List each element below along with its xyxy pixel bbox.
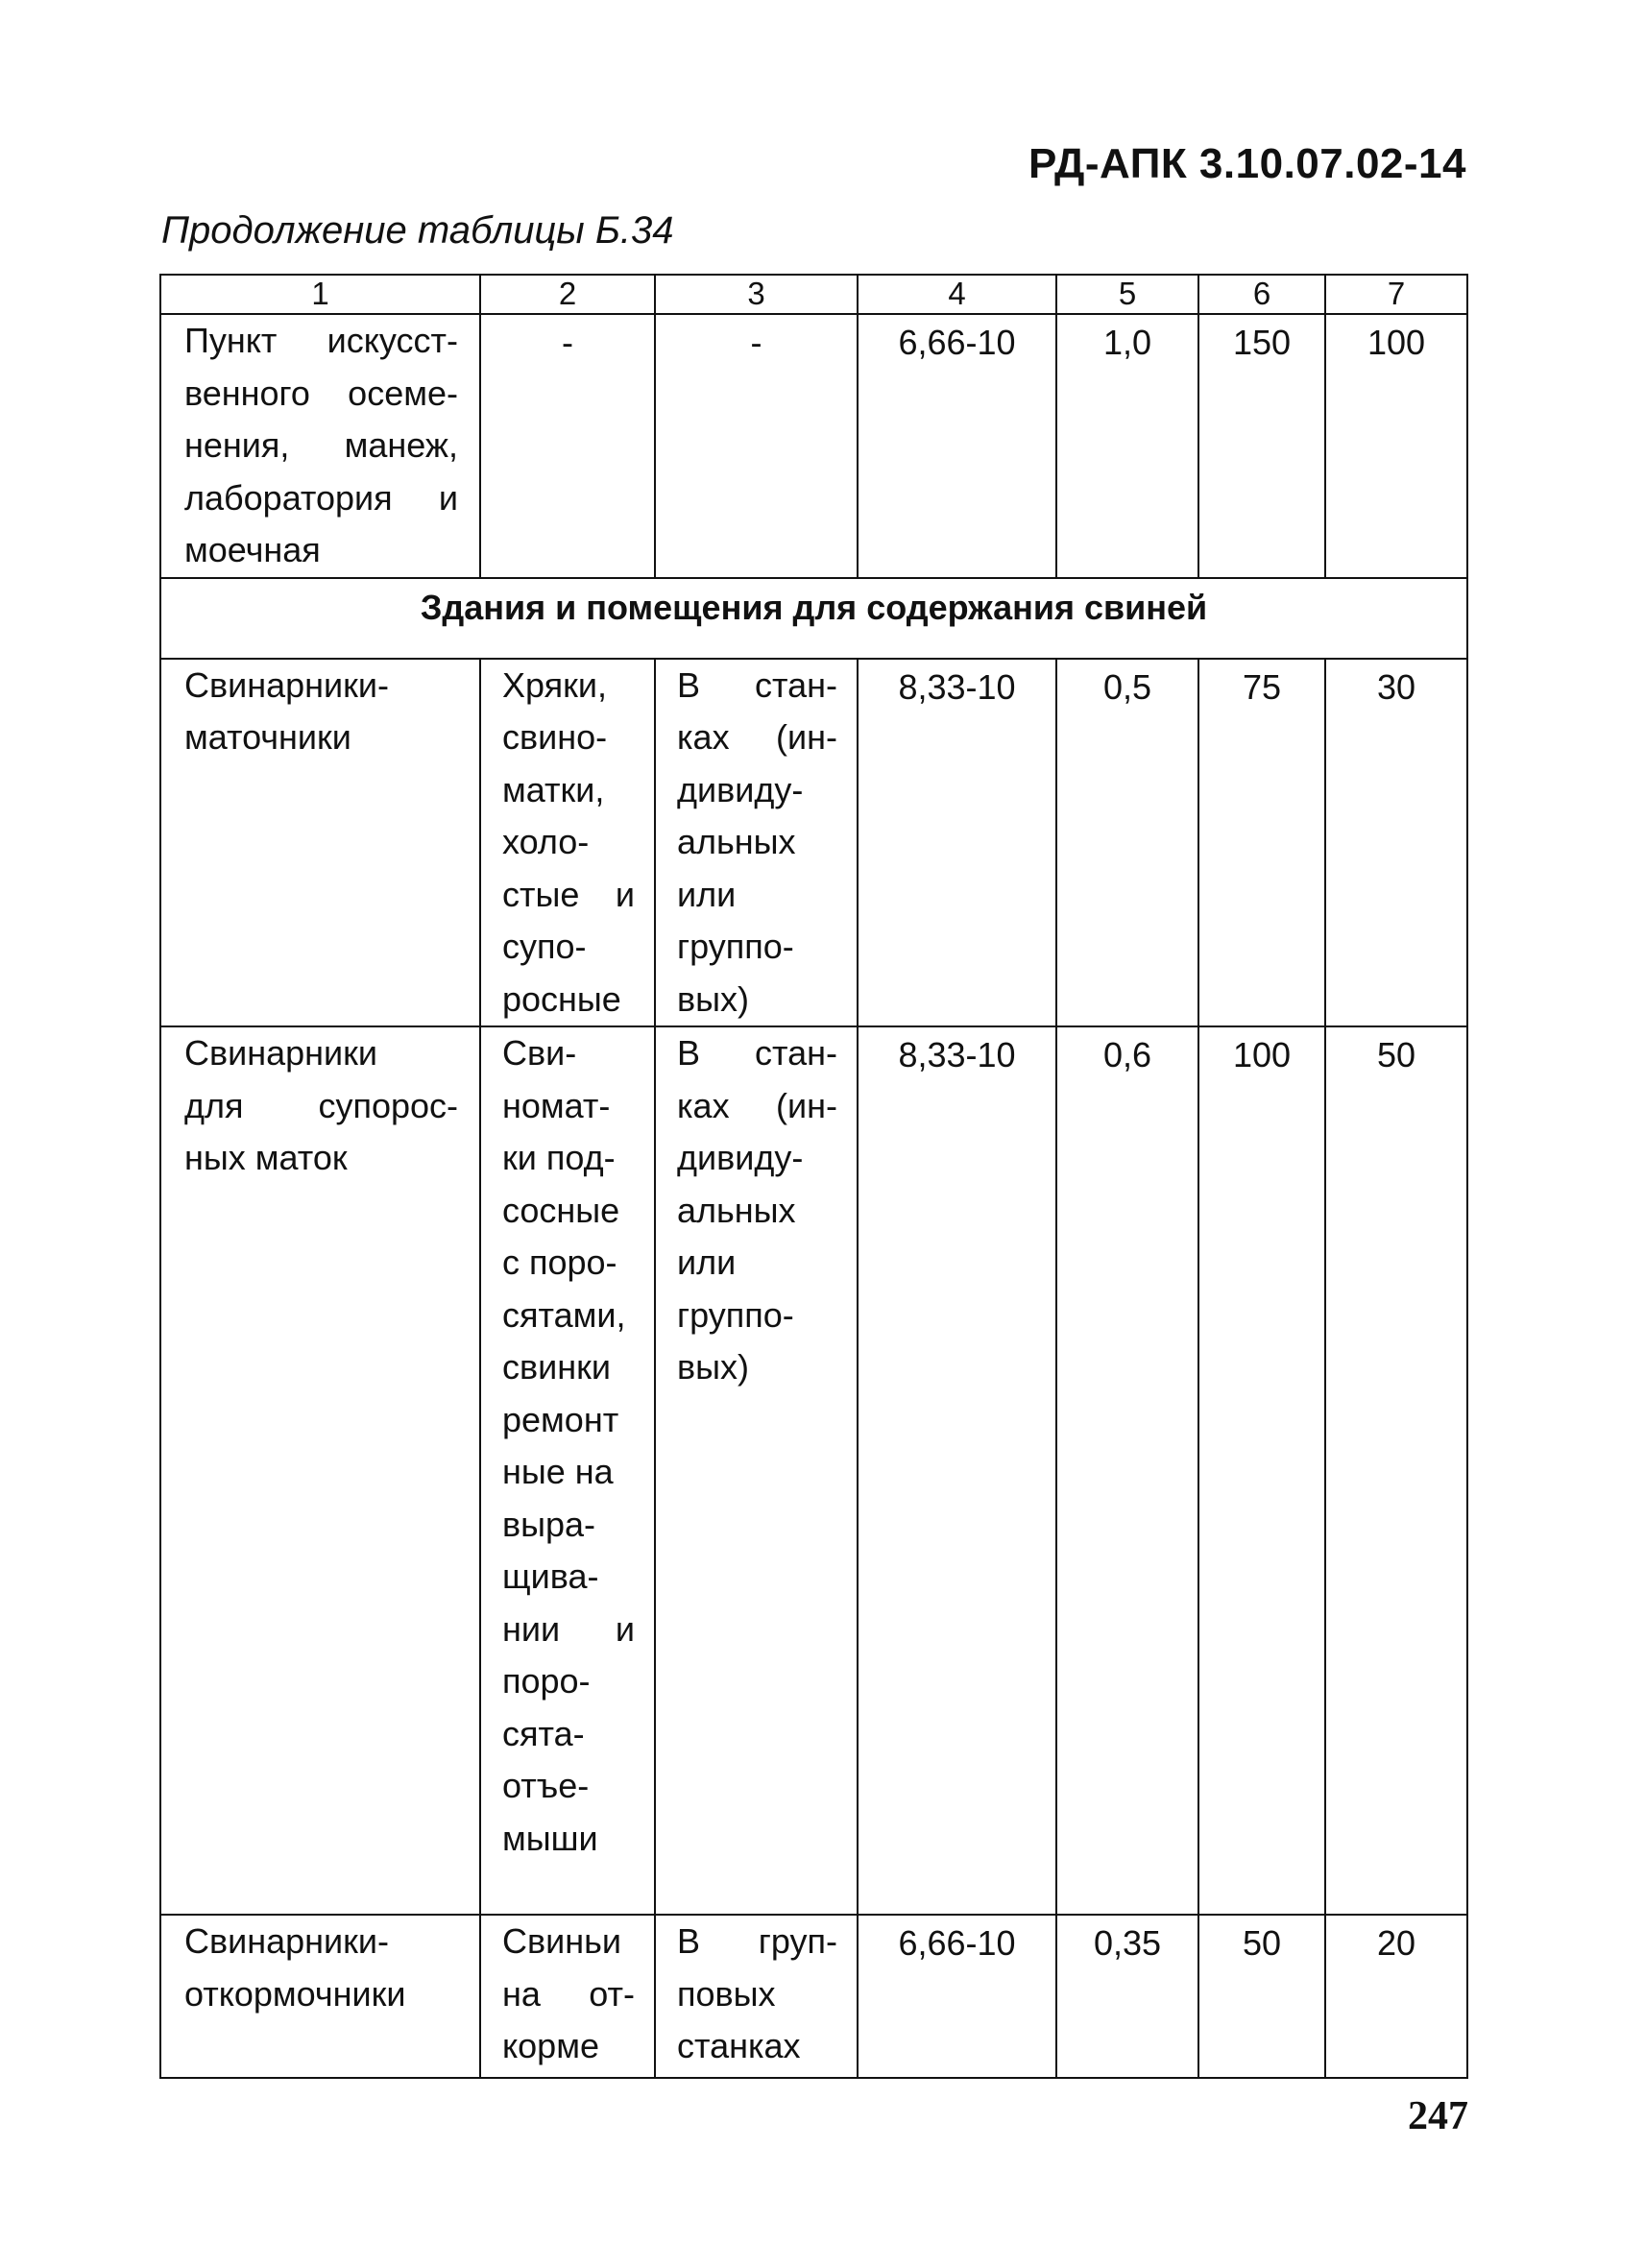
housing-cell: - bbox=[655, 314, 858, 578]
cell-line: вых) bbox=[677, 1347, 749, 1387]
cell-line: нения, манеж, bbox=[184, 425, 458, 465]
cell-line: отъе- bbox=[502, 1766, 590, 1805]
value-cell: 100 bbox=[1198, 1026, 1325, 1915]
cell-line: Хряки, bbox=[502, 664, 607, 705]
cell-line: ках (ин- bbox=[677, 717, 837, 757]
cell-line: Свинарники- bbox=[184, 664, 389, 705]
section-row bbox=[160, 578, 1467, 659]
column-number: 4 bbox=[858, 275, 1056, 314]
cell-line: группо- bbox=[677, 1294, 794, 1335]
animal-group-cell bbox=[480, 1915, 655, 2078]
table-row bbox=[160, 314, 1467, 578]
column-number: 5 bbox=[1056, 275, 1198, 314]
cell-line: свинки bbox=[502, 1347, 611, 1387]
housing-cell bbox=[655, 1915, 858, 2078]
cell-line: Свиньи bbox=[502, 1921, 621, 1961]
cell-line: свино- bbox=[502, 717, 608, 757]
cell-line: с поро- bbox=[502, 1243, 617, 1282]
cell-line: сята- bbox=[502, 1713, 585, 1753]
animal-group-cell bbox=[480, 1026, 655, 1915]
cell-line: Пункт искусст- bbox=[184, 321, 458, 360]
value-cell: 0,6 bbox=[1056, 1026, 1198, 1915]
cell-line: нии и bbox=[502, 1608, 635, 1649]
cell-line: альных bbox=[677, 1190, 796, 1230]
cell-line: ные на bbox=[502, 1452, 614, 1491]
cell-line: сосные bbox=[502, 1190, 620, 1230]
cell-line: В стан- bbox=[677, 664, 837, 705]
cell-line: станках bbox=[677, 2026, 801, 2065]
cell-line: щива- bbox=[502, 1556, 599, 1596]
room-name-cell bbox=[160, 1915, 480, 2078]
cell-line: или bbox=[677, 1243, 737, 1282]
value-cell: 6,66-10 bbox=[858, 1915, 1056, 2078]
value-cell: 0,5 bbox=[1056, 659, 1198, 1027]
column-number: 7 bbox=[1325, 275, 1467, 314]
value-cell: 6,66-10 bbox=[858, 314, 1056, 578]
data-table bbox=[159, 274, 1468, 2079]
value-cell: 100 bbox=[1325, 314, 1467, 578]
cell-line: стые и bbox=[502, 874, 635, 914]
cell-line: росные bbox=[502, 978, 621, 1019]
animal-group-cell bbox=[480, 659, 655, 1027]
table-row bbox=[160, 1915, 1467, 2078]
cell-line: корме bbox=[502, 2026, 599, 2065]
cell-line: мыши bbox=[502, 1818, 598, 1858]
cell-line: откормочники bbox=[184, 1973, 406, 2014]
cell-line: лаборатория и bbox=[184, 477, 458, 518]
cell-line: ках (ин- bbox=[677, 1085, 837, 1125]
column-number: 6 bbox=[1198, 275, 1325, 314]
value-cell: 30 bbox=[1325, 659, 1467, 1027]
cell-line: холо- bbox=[502, 822, 590, 861]
cell-line: поро- bbox=[502, 1661, 591, 1701]
cell-line: ремонт bbox=[502, 1399, 619, 1439]
cell-line: моечная bbox=[184, 530, 321, 569]
section-title: Здания и помещения для содержания свиней bbox=[160, 578, 1467, 659]
page-number: 247 bbox=[1408, 2094, 1468, 2138]
table-row bbox=[160, 1026, 1467, 1915]
column-number: 3 bbox=[655, 275, 858, 314]
cell-line: В груп- bbox=[677, 1921, 837, 1961]
value-cell: 150 bbox=[1198, 314, 1325, 578]
cell-line: альных bbox=[677, 822, 796, 861]
table-caption: Продолжение таблицы Б.34 bbox=[161, 209, 674, 252]
cell-line: матки, bbox=[502, 769, 605, 809]
cell-line: ки под- bbox=[502, 1138, 616, 1177]
room-name-cell bbox=[160, 314, 480, 578]
value-cell: 50 bbox=[1198, 1915, 1325, 2078]
document-code: РД-АПК 3.10.07.02-14 bbox=[1028, 140, 1466, 187]
cell-line: Свинарники- bbox=[184, 1921, 389, 1961]
cell-line: В стан- bbox=[677, 1033, 837, 1073]
cell-line: или bbox=[677, 874, 737, 914]
cell-line: выра- bbox=[502, 1504, 596, 1544]
cell-line: супо- bbox=[502, 927, 587, 966]
cell-line: номат- bbox=[502, 1085, 611, 1125]
table-row bbox=[160, 659, 1467, 1027]
cell-line: венного осеме- bbox=[184, 373, 458, 413]
cell-line: дивиду- bbox=[677, 769, 804, 809]
housing-cell bbox=[655, 1026, 858, 1915]
cell-line: вых) bbox=[677, 978, 749, 1019]
cell-line: дивиду- bbox=[677, 1138, 804, 1177]
value-cell: 8,33-10 bbox=[858, 1026, 1056, 1915]
cell-line: на от- bbox=[502, 1973, 635, 2014]
cell-line: для супорос- bbox=[184, 1085, 458, 1125]
cell-line: группо- bbox=[677, 927, 794, 966]
cell-line: Свинарники bbox=[184, 1033, 378, 1073]
value-cell: 20 bbox=[1325, 1915, 1467, 2078]
cell-line: повых bbox=[677, 1973, 776, 2014]
room-name-cell bbox=[160, 659, 480, 1027]
value-cell: 0,35 bbox=[1056, 1915, 1198, 2078]
value-cell: 8,33-10 bbox=[858, 659, 1056, 1027]
cell-line: сятами, bbox=[502, 1294, 626, 1335]
value-cell: 50 bbox=[1325, 1026, 1467, 1915]
value-cell: 1,0 bbox=[1056, 314, 1198, 578]
cell-line: ных маток bbox=[184, 1138, 348, 1177]
housing-cell bbox=[655, 659, 858, 1027]
room-name-cell bbox=[160, 1026, 480, 1915]
value-cell: 75 bbox=[1198, 659, 1325, 1027]
cell-line: маточники bbox=[184, 717, 351, 757]
column-number: 1 bbox=[160, 275, 480, 314]
column-number: 2 bbox=[480, 275, 655, 314]
column-number-row bbox=[160, 275, 1467, 314]
animal-group-cell: - bbox=[480, 314, 655, 578]
cell-line: Сви- bbox=[502, 1033, 577, 1073]
